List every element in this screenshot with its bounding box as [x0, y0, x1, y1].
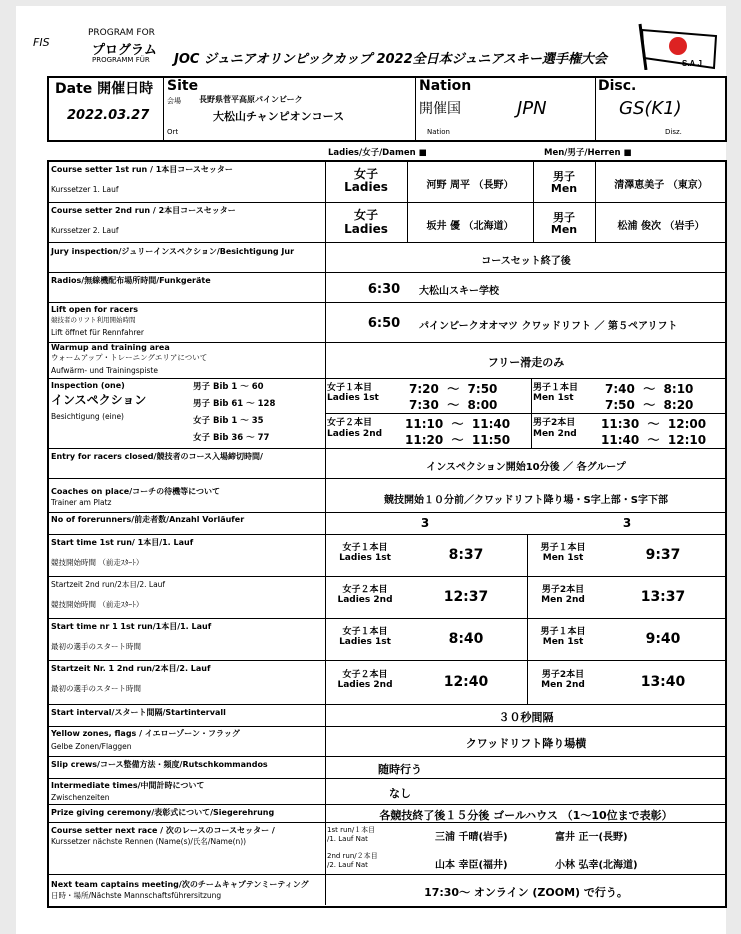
row-yellow-zones: Yellow zones, flags / イエローゾーン・フラッグ Gelbe Zonen/Flaggen クワッドリフト降り場横 — [49, 726, 725, 757]
nation-jp-label: 開催国 — [419, 101, 461, 117]
row-slip-crews: Slip crews/コース整備方法・頻度/Rutschkommandos 随時行う — [49, 756, 725, 779]
schedule-table: Course setter 1st run / 1本目コースセッター Kurssetzer 1. Lauf 女子 Ladies 河野 周平 （長野） 男子 Men 清澤恵美子 （東京） Course setter 2nd run / 2本目コースセッター Kurssetzer 2. Lauf 女子 Ladies 坂井 優 （北海道） 男子 Men 松浦 俊次 （岩手） Jury inspection/ジュリーインスペクション/Besichtigung Jur コースセット終了後 Radios/無線機配布場所時間/Funkgeräte 6:30 大松山スキー学校 Lift open for racers 競技者のリフト利用開始時間 Lift öffnet für Rennfahrer 6:50 パインピークオオマツ クワッドリフト ／ 第５ペアリフト Warmup and training area ウォームアップ・トレーニングエリアについて Aufwärm- und Trainingspiste フリー滑走のみ Inspection (one) インスペクション Besichtigung (eine) 男子 Bib 1 ～ 60 男子 Bib 61 ～ 128 女子 Bib 1 ～ 35 女子 Bib 36 ～ 77 女子１本目 Ladies 1st 女子２本目 Ladies 2nd 7:20 ～ 7:50 7:30 ～ 8:00 11:10 ～ 11:40 11:20 ～ 11:50 男子１本目 Men 1st 男子2本目 Men 2nd 7:40 ～ 8:10 7:50 ～ 8:20 11:30 ～ 12:00 11:40 ～ 12:10 Entry for racers closed/競技者のコース入場締切時間/ インスペクション開始10分後 ／ 各グループ Coaches on place/コーチの待機等について Trainer am Platz 競技開始１０分前／クワッドリフト降り場・S字上部・S字下部 No of forerunners/前走者数/Anzahl Vorläufer 3 3 Start time 1st run/ 1本目/1. Lauf 競技開始時間 （前走ｽﾀｰﾄ） 女子１本目 Ladies 1st 8:37 男子１本目 Men 1st 9:37 Startzeit 2nd run/2本目/2. Lauf 競技開始時間 （前走ｽﾀｰﾄ） 女子２本目 Ladies 2nd 12:37 男子2本目 Men 2nd 13:37 Start time nr 1 1st run/1本目/1. Lauf 最初の選手のスタート時間 女子１本目 Ladies 1st 8:40 男子１本目 Men 1st 9:40 Startzeit Nr. 1 2nd run/2本目/2. Lauf 最初の選手のスタート時間 女子２本目 Ladies 2nd 12:40 男子2本目 Men 2nd 13:40 Start interval/スタート間隔/Startintervall ３０秒間隔 Yellow zones, flags / イエローゾーン・フラッグ Gelbe Zonen/Flaggen クワッドリフト降り場横 Slip crews/コース整備方法・頻度/Rutschkommandos 随時行う Intermediate times/中間計時について Zwischenzeiten なし Prize giving ceremony/表彰式について/Siegerehrung 各競技終了後１５分後 ゴールハウス （1～10位まで表彰） Course setter next race / 次のレースのコースセッター / Kurssetzer nächste Rennen (Name(s)/氏名/Name(n)) 1st run/１本目 /1. Lauf Nat 三浦 千晴(岩手) 富井 正一(長野) 2nd run/２本目 /2. Lauf Nat 山本 幸臣(福井) 小林 弘幸(北海道) Next team captains meeting/次のチームキャプテンミーティング 日時・場所/Nächste Mannschaftsführersitzung 17:30～ オンライン (ZOOM) で行う。 — [47, 160, 727, 908]
fis-logo: FIS — [33, 36, 50, 49]
nation-de-label: Nation — [427, 128, 450, 136]
event-title: JOC ジュニアオリンピックカップ 2022全日本ジュニアスキー選手権大会 — [174, 52, 607, 67]
date-label: Date 開催日時 — [55, 81, 154, 97]
program-for-de: PROGRAMM FÜR — [92, 56, 150, 64]
row-forerunners: No of forerunners/前走者数/Anzahl Vorläufer 3 3 — [49, 512, 725, 535]
row-start-nr1-2: Startzeit Nr. 1 2nd run/2本目/2. Lauf 最初の選手のスタート時間 女子２本目 Ladies 2nd 12:40 男子2本目 Men 2nd 13:40 — [49, 660, 725, 705]
nation-value: JPN — [517, 98, 547, 119]
row-prize-giving: Prize giving ceremony/表彰式について/Siegerehrung 各競技終了後１５分後 ゴールハウス （1～10位まで表彰） — [49, 804, 725, 823]
row-jury-inspection: Jury inspection/ジュリーインスペクション/Besichtigung Jur コースセット終了後 — [49, 242, 725, 273]
men-header: Men/男子/Herren ■ — [544, 148, 632, 158]
info-box — [47, 76, 727, 142]
program-sheet — [16, 6, 726, 934]
saj-flag-logo — [636, 22, 722, 70]
site-line1: 長野県菅平高原パインビーク — [199, 95, 303, 104]
disc-value: GS(K1) — [619, 98, 682, 119]
saj-flag-text: S.A.J — [682, 59, 703, 68]
disc-de-label: Disz. — [665, 128, 682, 136]
row-start-interval: Start interval/スタート間隔/Startintervall ３０秒間隔 — [49, 704, 725, 727]
row-start-time-1: Start time 1st run/ 1本目/1. Lauf 競技開始時間 （前走ｽﾀｰﾄ） 女子１本目 Ladies 1st 8:37 男子１本目 Men 1st 9:37 — [49, 534, 725, 577]
site-line2: 大松山チャンピオンコース — [213, 110, 345, 123]
site-jp-label: 会場 — [167, 97, 181, 105]
ladies-header: Ladies/女子/Damen ■ — [328, 148, 427, 158]
row-start-time-2: Startzeit 2nd run/2本目/2. Lauf 競技開始時間 （前走ｽﾀｰﾄ） 女子２本目 Ladies 2nd 12:37 男子2本目 Men 2nd 13:37 — [49, 576, 725, 619]
row-next-race-setter: Course setter next race / 次のレースのコースセッター / Kurssetzer nächste Rennen (Name(s)/氏名/Name(n)) 1st run/１本目 /1. Lauf Nat 三浦 千晴(岩手) 富井 正一(長野) 2nd run/２本目 /2. Lauf Nat 山本 幸臣(福井) 小林 弘幸(北海道) — [49, 822, 725, 875]
row-intermediate-times: Intermediate times/中間計時について Zwischenzeiten なし — [49, 778, 725, 805]
site-label: Site — [167, 78, 199, 94]
row-captains-meeting: Next team captains meeting/次のチームキャプテンミーティング 日時・場所/Nächste Mannschaftsführersitzung 17:30～ オンライン (ZOOM) で行う。 — [49, 874, 725, 907]
row-lift-open: Lift open for racers 競技者のリフト利用開始時間 Lift öffnet für Rennfahrer 6:50 パインピークオオマツ クワッドリフト ／ 第５ペアリフト — [49, 302, 725, 343]
row-inspection: Inspection (one) インスペクション Besichtigung (eine) 男子 Bib 1 ～ 60 男子 Bib 61 ～ 128 女子 Bib 1 ～ 35 女子 Bib 36 ～ 77 女子１本目 Ladies 1st 女子２本目 Ladies 2nd 7:20 ～ 7:50 7:30 ～ 8:00 11:10 ～ 11:40 11:20 ～ 11:50 男子１本目 Men 1st 男子2本目 Men 2nd 7:40 ～ 8:10 7:50 ～ 8:20 11:30 ～ 12:00 11:40 ～ 12:10 — [49, 378, 725, 449]
site-de-label: Ort — [167, 128, 179, 136]
nation-label: Nation — [419, 78, 472, 94]
row-course-setter-2: Course setter 2nd run / 2本目コースセッター Kurssetzer 2. Lauf 女子 Ladies 坂井 優 （北海道） 男子 Men 松浦 俊次 （岩手） — [49, 202, 725, 203]
row-start-nr1-1: Start time nr 1 1st run/1本目/1. Lauf 最初の選手のスタート時間 女子１本目 Ladies 1st 8:40 男子１本目 Men 1st 9:40 — [49, 618, 725, 661]
program-for-en: PROGRAM FOR — [88, 28, 155, 38]
row-warmup: Warmup and training area ウォームアップ・トレーニングエリアについて Aufwärm- und Trainingspiste フリー滑走のみ — [49, 342, 725, 379]
date-value: 2022.03.27 — [67, 108, 150, 123]
row-radios: Radios/無線機配布場所時間/Funkgeräte 6:30 大松山スキー学校 — [49, 272, 725, 303]
row-entry-closed: Entry for racers closed/競技者のコース入場締切時間/ インスペクション開始10分後 ／ 各グループ — [49, 448, 725, 479]
row-coaches: Coaches on place/コーチの待機等について Trainer am Platz 競技開始１０分前／クワッドリフト降り場・S字上部・S字下部 — [49, 478, 725, 513]
program-for-jp: プログラム — [92, 43, 157, 58]
disc-label: Disc. — [598, 78, 637, 94]
